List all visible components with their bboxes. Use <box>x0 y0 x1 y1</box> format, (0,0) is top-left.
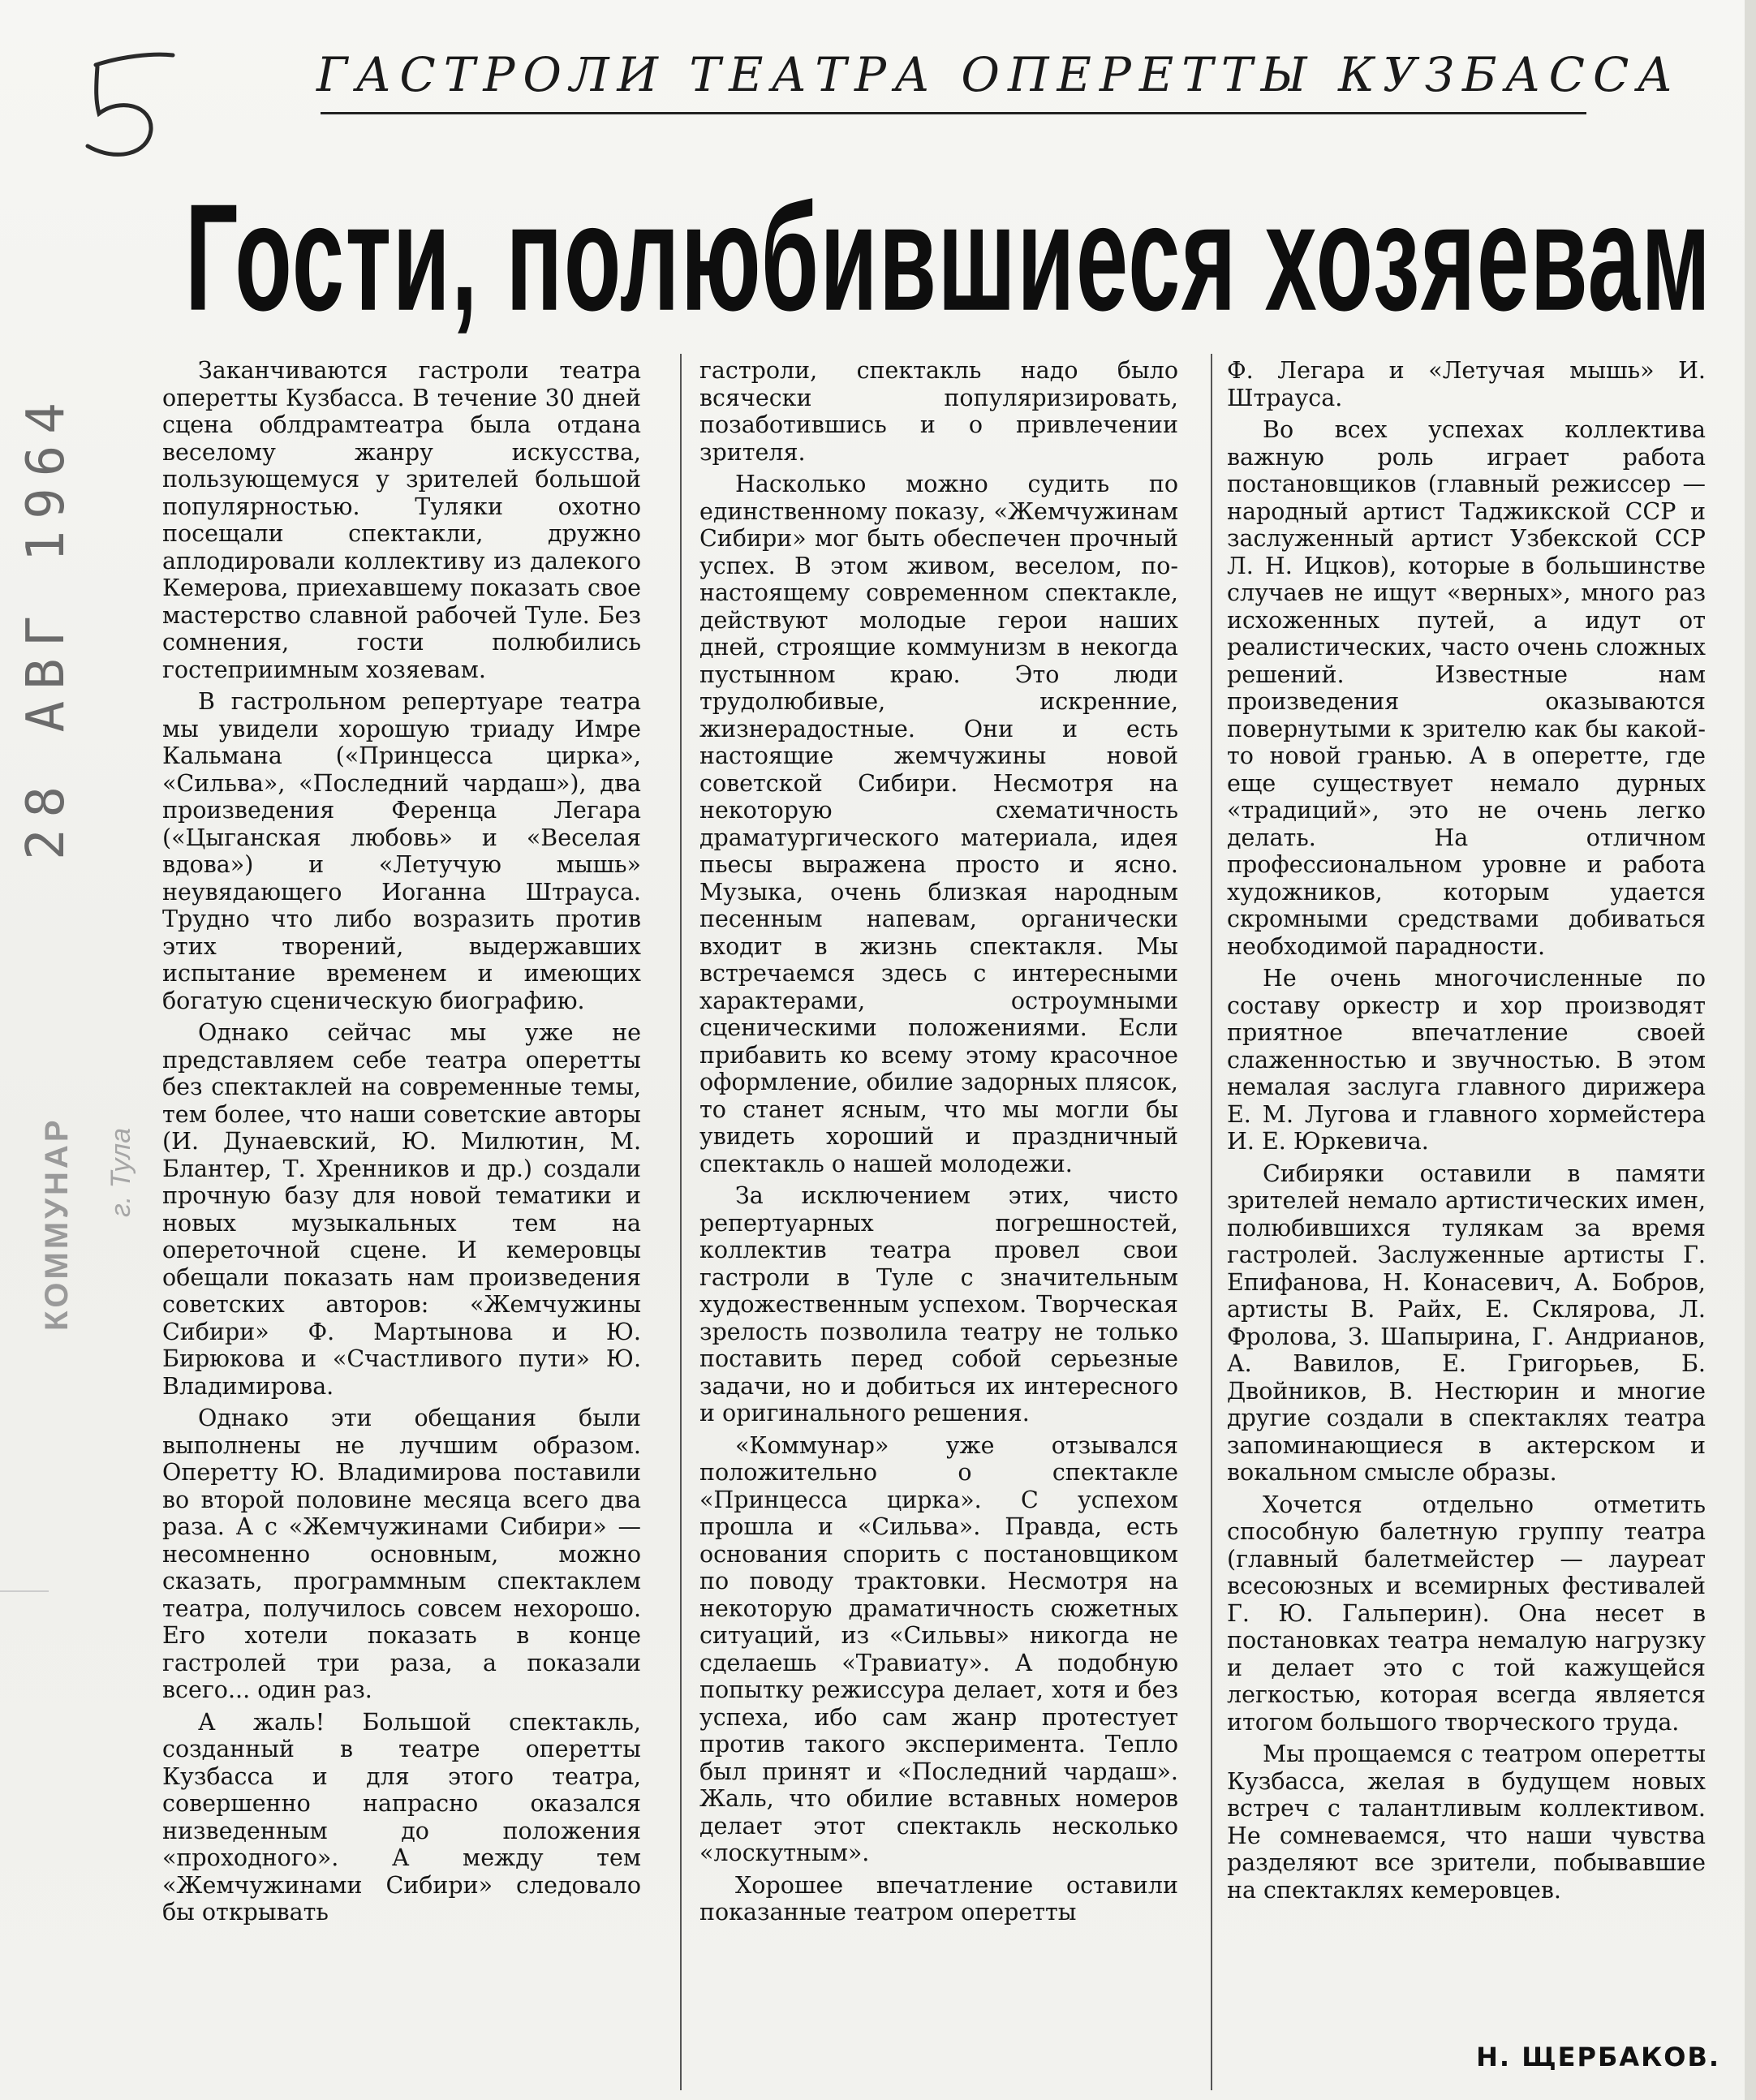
paragraph: гастроли, спектакль надо было всячески популяризировать, позаботившись и о привлечении зрителя. <box>699 357 1178 466</box>
article-column-1 <box>162 357 641 1931</box>
paragraph: Хорошее впечатление оставили показанные театром оперетты <box>699 1871 1178 1926</box>
paragraph: А жаль! Большой спектакль, созданный в театре оперетты Кузбасса и для этого театра, совершенно напрасно оказался низведенным до положения «проходного». А между тем «Жемчужинами Сибири» следовало бы открывать <box>162 1708 641 1926</box>
paragraph: «Коммунар» уже отзывался положительно о спектакле «Принцесса цирка». С успехом прошла и «Сильва». Правда, есть основания спорить с постановщиком по поводу трактовки. Несмотря на некоторую драматичность сюжетных ситуаций, из «Сильвы» никогда не сделаешь «Травиату». А подобную попытку режиссура делает, хотя и без успеха, ибо сам жанр протестует против такого эксперимента. Тепло был принят и «Последний чардаш». Жаль, что обилие вставных номеров делает этот спектакль несколько «лоскутным». <box>699 1431 1178 1866</box>
paragraph: В гастрольном репертуаре театра мы увидели хорошую триаду Имре Кальмана («Принцесса цирка», «Сильва», «Последний чардаш»), два произведения Ференца Легара («Цыганская любовь» и «Веселая вдова») и «Летучую мышь» неувядающего Иоганна Штрауса. Трудно что либо возразить против этих творений, выдержавших испытание временем и имеющих богатую сценическую биографию. <box>162 688 641 1014</box>
date-stamp: 28 АВГ 1964 <box>16 391 76 860</box>
paragraph: Мы прощаемся с театром оперетты Кузбасса, желая в будущем новых встреч с талантливым коллективом. Не сомневаемся, что наши чувства разделяют все зрители, побывавшие на спектаклях кемеровцев. <box>1227 1741 1706 1904</box>
paragraph: Хочется отдельно отметить способную балетную группу театра (главный балетмейстер — лауреат всесоюзных и всемирных фестивалей Г. Ю. Гальперин). Она несет в постановках театра немалую нагрузку и делает это с той кажущейся легкостью, которая всегда является итогом большого творческого труда. <box>1227 1491 1706 1736</box>
paragraph: Во всех успехах коллектива важную роль играет работа постановщиков (главный режиссер — народный артист Таджикской ССР и заслуженный артист Узбекской ССР Л. Н. Ицков), которые в большинстве случаев не ищут «верных», много раз исхоженных путей, а идут от реалистических, часто очень сложных решений. Известные нам произведения оказываются повернутыми к зрителю как бы какой-то новой гранью. А в оперетте, где еще существует немало дурных «традиций», это не очень легко делать. На отличном профессиональном уровне и работа художников, которым удается скромными средствами добиваться необходимой парадности. <box>1227 416 1706 960</box>
paragraph: Ф. Легара и «Летучая мышь» И. Штрауса. <box>1227 357 1706 411</box>
column-rule <box>1211 354 1212 2090</box>
paragraph: Насколько можно судить по единственному показу, «Жемчужинам Сибири» мог быть обеспечен прочный успех. В этом живом, веселом, по-настоящему современном спектакле, действуют молодые герои наших дней, строящие коммунизм в некогда пустынном краю. Это люди трудолюбивые, искренние, жизнерадостные. Они и есть настоящие жемчужины новой советской Сибири. Несмотря на некоторую схематичность драматургического материала, идея пьесы выражена просто и ясно. Музыка, очень близкая народным песенным напевам, органически входит в жизнь спектакля. Мы встречаемся здесь с интересными характерами, остроумными сценическими положениями. Если прибавить ко всему этому красочное оформление, обилие задорных плясок, то станет ясным, что мы могли бы увидеть хороший и праздничный спектакль о нашей молодежи. <box>699 471 1178 1177</box>
handwritten-page-number <box>71 32 185 162</box>
paragraph: Сибиряки оставили в памяти зрителей немало артистических имен, полюбившихся тулякам за время гастролей. Заслуженные артисты Г. Епифанова, Н. Конасевич, А. Бобров, артисты В. Райх, Е. Склярова, Л. Фролова, З. Шапырина, Г. Андрианов, А. Вавилов, Е. Григорьев, Б. Двойников, В. Нестюрин и многие другие создали в спектаклях театра запоминающиеся в актерском и вокальном смысле образы. <box>1227 1160 1706 1486</box>
kicker-rule <box>321 112 1586 114</box>
paragraph: Однако эти обещания были выполнены не лучшим образом. Оперетту Ю. Владимирова поставили во второй половине месяца всего два раза. А с «Жемчужинами Сибири» — несомненно основным, можно сказать, программным спектаклем театра, получилось совсем нехорошо. Его хотели показать в конце гастролей три раза, а показали всего... один раз. <box>162 1405 641 1703</box>
fold-mark <box>0 1590 49 1592</box>
paragraph: Заканчиваются гастроли театра оперетты Кузбасса. В течение 30 дней сцена облдрамтеатра была отдана веселому жанру искусства, пользующемуся у зрителей большой популярностью. Туляки охотно посещали спектакли, дружно аплодировали коллективу из далекого Кемерова, приехавшему показать свое мастерство славной рабочей Туле. Без сомнения, гости полюбились гостеприимным хозяевам. <box>162 357 641 683</box>
paragraph: Не очень многочисленные по составу оркестр и хор производят приятное впечатление своей слаженностью и звучностью. В этом немалая заслуга главного дирижера Е. М. Лугова и главного хормейстера И. Е. Юркевича. <box>1227 965 1706 1155</box>
paragraph: За исключением этих, чисто репертуарных погрешностей, коллектив театра провел свои гастроли в Туле с значительным художественным успехом. Творческая зрелость позволила театру не только поставить перед собой серьезные задачи, но и добиться их интересного и оригинального решения. <box>699 1182 1178 1427</box>
author-byline: Н. ЩЕРБАКОВ. <box>1476 2042 1720 2072</box>
newspaper-stamp: КОММУНАР <box>39 1117 75 1331</box>
article-column-3 <box>1227 357 1706 1909</box>
page-edge-strip <box>1745 0 1756 2100</box>
article-column-2 <box>699 357 1178 1931</box>
section-kicker: ГАСТРОЛИ ТЕАТРА ОПЕРЕТТЫ КУЗБАССА <box>316 47 1681 102</box>
headline: Гости, полюбившиеся хозяевам <box>185 171 1712 342</box>
city-stamp: г. Тула <box>105 1127 136 1217</box>
column-rule <box>680 354 682 2090</box>
paragraph: Однако сейчас мы уже не представляем себе театра оперетты без спектаклей на современные темы, тем более, что наши советские авторы (И. Дунаевский, Ю. Милютин, М. Блантер, Т. Хренников и др.) создали прочную базу для новой тематики и новых музыкальных тем на опереточной сцене. И кемеровцы обещали показать нам произведения советских авторов: «Жемчужины Сибири» Ф. Мартынова и Ю. Бирюкова и «Счастливого пути» Ю. Владимирова. <box>162 1019 641 1400</box>
